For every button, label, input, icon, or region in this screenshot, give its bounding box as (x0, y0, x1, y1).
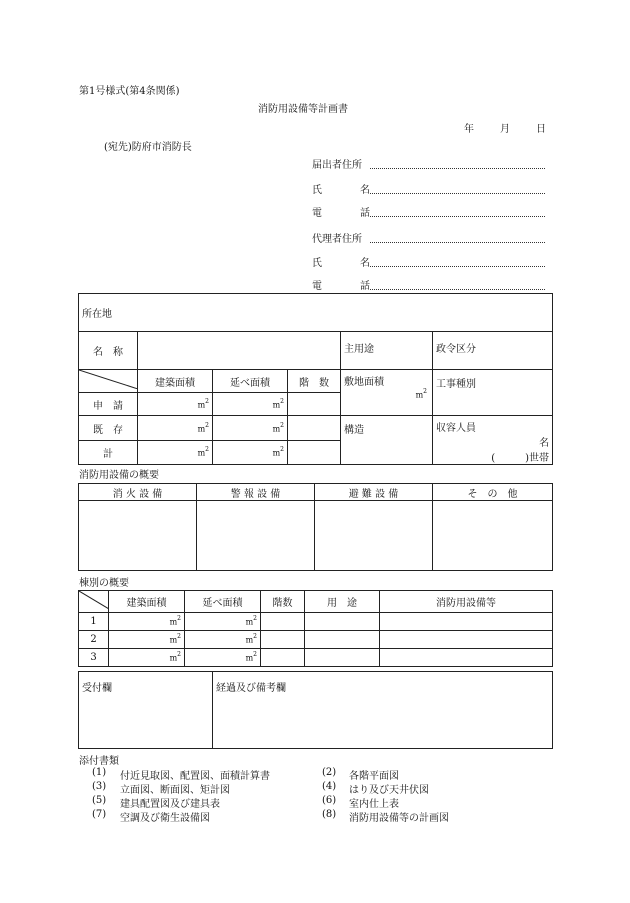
main-use-cell[interactable] (341, 332, 433, 370)
building-name-label: 名 称 (79, 332, 138, 370)
application-building-area[interactable] (138, 393, 213, 416)
col-floor-area: 延べ面積 (213, 370, 288, 393)
attachment-no: (5) (92, 795, 107, 806)
per-building-header-floors: 階数 (261, 591, 305, 613)
equipment-fire-field[interactable] (79, 501, 197, 571)
attachment-text: 立面図、断面図、矩計図 (120, 785, 230, 796)
unit-m: m (245, 653, 254, 663)
building-info-table (78, 293, 553, 465)
capacity-label: 収容人員 (436, 423, 476, 434)
total-building-area[interactable] (138, 441, 213, 465)
unit-m: m (197, 400, 206, 410)
floor-area-field[interactable] (185, 649, 261, 667)
attachment-text: 各階平面図 (349, 771, 399, 782)
unit-sup: 2 (177, 633, 181, 641)
row-total-label: 計 (79, 441, 138, 465)
attachments-title: 添付書類 (79, 756, 119, 767)
floor-area-field[interactable] (185, 613, 261, 631)
attachment-no: (6) (322, 795, 337, 806)
per-building-table (78, 590, 553, 667)
building-name-field[interactable] (138, 332, 341, 370)
attachment-no: (2) (322, 767, 337, 778)
receipt-cell[interactable] (79, 672, 213, 749)
capacity-unit-people: 名 (539, 438, 550, 449)
agent-name-field[interactable] (370, 266, 545, 267)
structure-cell[interactable] (341, 416, 433, 465)
row-existing-label: 既 存 (79, 416, 138, 441)
table-row (79, 649, 553, 667)
notes-cell[interactable] (213, 672, 553, 749)
attachment-no: (8) (322, 809, 337, 820)
attachment-no: (3) (92, 781, 107, 792)
ordinance-label: 政令区分 (436, 344, 476, 355)
attachment-text: 建具配置図及び建具表 (120, 799, 220, 810)
ordinance-cell[interactable] (433, 332, 553, 370)
attachment-text: 消防用設備等の計画図 (349, 813, 449, 824)
attachment-text: 空調及び衛生設備図 (120, 813, 210, 824)
capacity-cell[interactable] (433, 416, 553, 465)
equipment-header-fire: 消 火 設 備 (79, 484, 197, 501)
building-area-field[interactable] (109, 649, 185, 667)
agent-address-field[interactable] (370, 242, 545, 243)
site-area-cell[interactable] (341, 370, 433, 416)
unit-sup: 2 (177, 651, 181, 659)
location-label: 所在地 (82, 309, 112, 320)
equipment-section-title: 消防用設備の概要 (79, 470, 159, 481)
equipment-alarm-field[interactable] (197, 501, 315, 571)
table-row (79, 631, 553, 649)
main-use-label: 主用途 (344, 344, 374, 355)
floors-field[interactable] (261, 649, 305, 667)
applicant-address-label: 届出者住所 (312, 160, 362, 171)
date-day: 日 (536, 124, 546, 135)
unit-sup: 2 (280, 421, 284, 429)
unit-m: m (169, 635, 178, 645)
per-building-header-use: 用 途 (305, 591, 380, 613)
diagonal-line (79, 591, 109, 609)
date-month: 月 (500, 124, 510, 135)
equipment-header-alarm: 警 報 設 備 (197, 484, 315, 501)
applicant-name-label-a: 氏 (312, 185, 322, 196)
unit-sup: 2 (253, 651, 257, 659)
use-field[interactable] (305, 631, 380, 649)
unit-sup: 2 (253, 633, 257, 641)
agent-name-label-a: 氏 (312, 258, 322, 269)
existing-building-area[interactable] (138, 416, 213, 441)
capacity-households: ( )世帯 (491, 453, 550, 464)
total-floor-area[interactable] (213, 441, 288, 465)
applicant-name-field[interactable] (370, 193, 545, 194)
row-number: 2 (79, 631, 109, 649)
unit-sup: 2 (205, 446, 209, 454)
equipment-header-other: そ の 他 (433, 484, 553, 501)
site-area-unit: m (415, 390, 424, 400)
unit-m: m (197, 448, 206, 458)
reception-table (78, 671, 553, 749)
attachment-no: (1) (92, 767, 107, 778)
row-number: 1 (79, 613, 109, 631)
applicant-tel-label-a: 電 (312, 208, 322, 219)
applicant-name-label-b: 名 (360, 185, 370, 196)
equipment-evacuation-field[interactable] (315, 501, 433, 571)
existing-floor-area[interactable] (213, 416, 288, 441)
form-number: 第1号様式(第4条関係) (79, 86, 180, 97)
attachment-no: (7) (92, 809, 107, 820)
diagonal-header-cell (79, 370, 138, 393)
agent-tel-label-a: 電 (312, 281, 322, 292)
work-type-label: 工事種別 (436, 379, 476, 390)
receipt-label: 受付欄 (82, 683, 112, 694)
row-number: 3 (79, 649, 109, 667)
building-area-field[interactable] (109, 631, 185, 649)
col-building-area: 建築面積 (138, 370, 213, 393)
agent-address-label: 代理者住所 (312, 234, 362, 245)
application-floor-area[interactable] (213, 393, 288, 416)
equipment-field[interactable] (380, 613, 553, 631)
location-cell[interactable] (79, 294, 553, 332)
unit-sup: 2 (205, 397, 209, 405)
building-area-field[interactable] (109, 613, 185, 631)
unit-sup: 2 (253, 615, 257, 623)
total-floors[interactable] (288, 441, 341, 465)
unit-m: m (272, 400, 281, 410)
applicant-address-field[interactable] (370, 168, 545, 169)
floor-area-field[interactable] (185, 631, 261, 649)
per-building-header-floor-area: 延べ面積 (185, 591, 261, 613)
site-area-unit-sup: 2 (423, 388, 427, 395)
row-application-label: 申 請 (79, 393, 138, 416)
unit-m: m (245, 635, 254, 645)
unit-sup: 2 (280, 397, 284, 405)
existing-floors[interactable] (288, 416, 341, 441)
equipment-other-field[interactable] (433, 501, 553, 571)
diagonal-line (79, 370, 138, 389)
per-building-header-building-area: 建築面積 (109, 591, 185, 613)
attachment-text: 付近見取図、配置図、面積計算書 (120, 771, 270, 782)
per-building-diagonal-cell (79, 591, 109, 613)
application-floors[interactable] (288, 393, 341, 416)
use-field[interactable] (305, 649, 380, 667)
equipment-field[interactable] (380, 631, 553, 649)
equipment-header-evacuation: 避 難 設 備 (315, 484, 433, 501)
attachment-text: はり及び天井伏図 (349, 785, 429, 796)
date-year: 年 (464, 124, 474, 135)
equipment-field[interactable] (380, 649, 553, 667)
unit-sup: 2 (177, 615, 181, 623)
applicant-tel-label-b: 話 (360, 208, 370, 219)
col-floors: 階 数 (288, 370, 341, 393)
applicant-tel-field[interactable] (370, 216, 545, 217)
unit-m: m (245, 617, 254, 627)
unit-m: m (197, 424, 206, 434)
document-title: 消防用設備等計画書 (258, 104, 348, 115)
unit-sup: 2 (280, 446, 284, 454)
per-building-header-equipment: 消防用設備等 (380, 591, 553, 613)
attachment-no: (4) (322, 781, 337, 792)
work-type-cell[interactable] (433, 370, 553, 416)
floors-field[interactable] (261, 631, 305, 649)
unit-m: m (272, 448, 281, 458)
unit-m: m (169, 653, 178, 663)
notes-label: 経過及び備考欄 (216, 683, 286, 694)
per-building-section-title: 棟別の概要 (79, 578, 129, 589)
attachment-text: 室内仕上表 (349, 799, 399, 810)
unit-m: m (272, 424, 281, 434)
agent-tel-field[interactable] (370, 289, 545, 290)
use-field[interactable] (305, 613, 380, 631)
unit-sup: 2 (205, 421, 209, 429)
structure-label: 構造 (344, 425, 364, 436)
equipment-table (78, 483, 553, 571)
floors-field[interactable] (261, 613, 305, 631)
agent-name-label-b: 名 (360, 258, 370, 269)
agent-tel-label-b: 話 (360, 281, 370, 292)
table-row (79, 613, 553, 631)
addressee: (宛先)防府市消防長 (104, 142, 192, 153)
unit-m: m (169, 617, 178, 627)
site-area-label: 敷地面積 (344, 377, 384, 388)
